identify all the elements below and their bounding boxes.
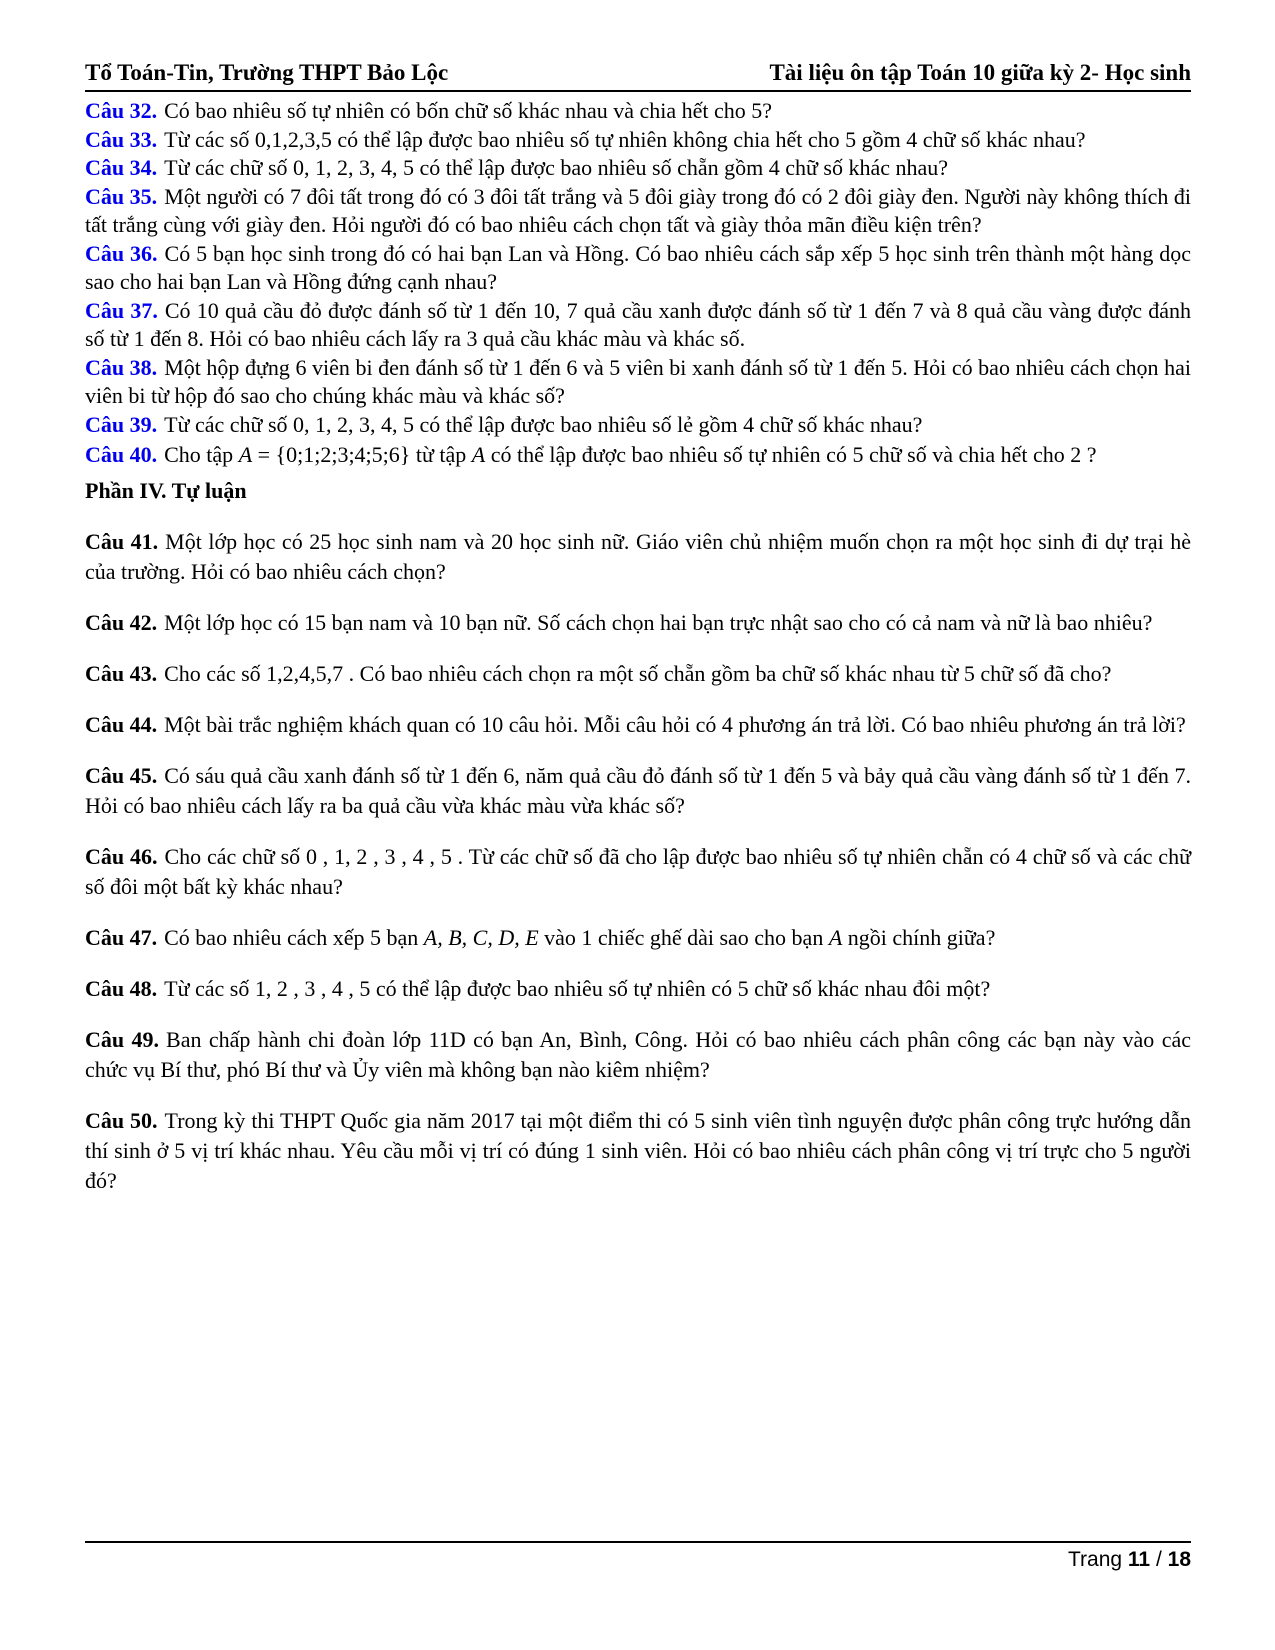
question-49-text: Ban chấp hành chi đoàn lớp 11D có bạn An, Bình, Công. Hỏi có bao nhiêu cách phân công các bạn này vào các chức vụ Bí thư, phó Bí thư và Ủy viên mà không bạn nào kiêm nhiệm? xyxy=(85,1027,1192,1082)
footer-total-pages: 18 xyxy=(1167,1548,1191,1571)
question-37-text: Có 10 quả cầu đỏ được đánh số từ 1 đến 10, 7 quả cầu xanh được đánh số từ 1 đến 7 và 8 quả cầu vàng được đánh số từ 1 đến 8. Hỏi có bao nhiêu cách lấy ra 3 quả cầu khác màu và khác số. xyxy=(85,297,1191,351)
question-38 xyxy=(85,354,1191,411)
header-right-title: Tài liệu ôn tập Toán 10 giữa kỳ 2- Học sinh xyxy=(769,60,1191,85)
question-35-text: Một người có 7 đôi tất trong đó có 3 đôi tất trắng và 5 đôi giày trong đó có 2 đôi giày đen. Người này không thích đi tất trắng cùng với giày đen. Hỏi người đó có bao nhiêu cách chọn tất và giày thỏa mãn điều kiện trên? xyxy=(85,183,1192,237)
question-50-label: Câu 50. xyxy=(85,1108,158,1133)
question-41-label: Câu 41. xyxy=(85,529,159,554)
question-34 xyxy=(85,154,1191,183)
question-44 xyxy=(85,689,1191,740)
question-37 xyxy=(85,297,1191,354)
question-45-label: Câu 45. xyxy=(85,763,158,788)
question-48-label: Câu 48. xyxy=(85,976,158,1001)
question-43-text: Cho các số 1,2,4,5,7 . Có bao nhiêu cách chọn ra một số chẵn gồm ba chữ số khác nhau từ 5 chữ số đã cho? xyxy=(164,661,1112,686)
question-42 xyxy=(85,587,1191,638)
question-37-label: Câu 37. xyxy=(85,297,158,323)
question-44-label: Câu 44. xyxy=(85,712,158,737)
question-50 xyxy=(85,1085,1191,1196)
question-38-label: Câu 38. xyxy=(85,354,158,380)
question-39-label: Câu 39. xyxy=(85,411,158,437)
question-32 xyxy=(85,97,1191,126)
question-40-text-post: có thể lập được bao nhiêu số tự nhiên có 5 chữ số và chia hết cho 2 ? xyxy=(485,442,1097,467)
footer-page-number: 11 xyxy=(1127,1548,1151,1571)
section-heading-part-iv: Phần IV. Tự luận xyxy=(85,478,247,503)
question-33-text: Từ các số 0,1,2,3,5 có thể lập được bao nhiêu số tự nhiên không chia hết cho 5 gồm 4 chữ số khác nhau? xyxy=(164,126,1086,152)
question-41-text: Một lớp học có 25 học sinh nam và 20 học sinh nữ. Giáo viên chủ nhiệm muốn chọn ra một học sinh đi dự trại hè của trường. Hỏi có bao nhiêu cách chọn? xyxy=(85,529,1191,584)
question-40-text-pre: Cho tập xyxy=(164,442,239,467)
question-42-label: Câu 42. xyxy=(85,610,158,635)
question-42-text: Một lớp học có 15 bạn nam và 10 bạn nữ. Số cách chọn hai bạn trực nhật sao cho có cả nam và nữ là bao nhiêu? xyxy=(164,610,1153,635)
question-35 xyxy=(85,183,1191,240)
question-34-label: Câu 34. xyxy=(85,155,158,180)
question-45-text: Có sáu quả cầu xanh đánh số từ 1 đến 6, năm quả cầu đỏ đánh số từ 1 đến 5 và bảy quả cầu vàng đánh số từ 1 đến 7. Hỏi có bao nhiêu cách lấy ra ba quả cầu vừa khác màu vừa khác số? xyxy=(85,763,1192,818)
question-46-label: Câu 46. xyxy=(85,844,158,869)
question-44-text: Một bài trắc nghiệm khách quan có 10 câu hỏi. Mỗi câu hỏi có 4 phương án trả lời. Có bao nhiêu phương án trả lời? xyxy=(164,712,1186,737)
question-32-text: Có bao nhiêu số tự nhiên có bốn chữ số khác nhau và chia hết cho 5? xyxy=(164,98,773,123)
question-40-label: Câu 40. xyxy=(85,442,158,467)
question-40-set-variable-2: A xyxy=(471,442,486,467)
question-36-label: Câu 36. xyxy=(85,240,158,266)
question-43-label: Câu 43. xyxy=(85,661,158,686)
question-48 xyxy=(85,953,1191,1004)
question-46 xyxy=(85,821,1191,902)
question-40-text-mid: từ tập xyxy=(415,442,472,467)
question-40-set-definition: = {0;1;2;3;4;5;6} xyxy=(252,442,416,467)
question-40 xyxy=(85,439,1191,470)
footer-separator: / xyxy=(1155,1548,1162,1571)
question-47-text-mid: vào 1 chiếc ghế dài sao cho bạn xyxy=(538,925,829,950)
question-39 xyxy=(85,411,1191,440)
document-body xyxy=(85,97,1191,1196)
question-33-label: Câu 33. xyxy=(85,126,158,152)
question-41 xyxy=(85,506,1191,587)
question-49-label: Câu 49. xyxy=(85,1027,160,1052)
question-46-text: Cho các chữ số 0 , 1, 2 , 3 , 4 , 5 . Từ các chữ số đã cho lập được bao nhiêu số tự nhiên chẵn có 4 chữ số và các chữ số đôi một bất kỳ khác nhau? xyxy=(85,844,1191,899)
question-48-text: Từ các số 1, 2 , 3 , 4 , 5 có thể lập được bao nhiêu số tự nhiên có 5 chữ số khác nhau đôi một? xyxy=(164,976,991,1001)
question-39-text: Từ các chữ số 0, 1, 2, 3, 4, 5 có thể lập được bao nhiêu số lẻ gồm 4 chữ số khác nhau? xyxy=(164,411,923,437)
question-34-text: Từ các chữ số 0, 1, 2, 3, 4, 5 có thể lập được bao nhiêu số chẵn gồm 4 chữ số khác nhau? xyxy=(164,155,949,180)
question-32-label: Câu 32. xyxy=(85,98,158,123)
question-33 xyxy=(85,126,1191,155)
essay-section xyxy=(85,506,1191,1196)
question-50-text: Trong kỳ thi THPT Quốc gia năm 2017 tại một điểm thi có 5 sinh viên tình nguyện được phân công trực hướng dẫn thí sinh ở 5 vị trí khác nhau. Yêu cầu mỗi vị trí có đúng 1 sinh viên. Hỏi có bao nhiêu cách phân công vị trí trực cho 5 người đó? xyxy=(85,1108,1191,1193)
header-left-title: Tổ Toán-Tin, Trường THPT Bảo Lộc xyxy=(85,60,449,85)
question-47-text-pre: Có bao nhiêu cách xếp 5 bạn xyxy=(164,925,424,950)
question-47 xyxy=(85,902,1191,953)
question-43 xyxy=(85,638,1191,689)
page-header xyxy=(85,60,1191,92)
question-47-text-post: ngồi chính giữa? xyxy=(842,925,996,950)
question-40-set-variable: A xyxy=(238,442,253,467)
page-footer xyxy=(85,1541,1191,1572)
question-35-label: Câu 35. xyxy=(85,183,158,209)
question-36 xyxy=(85,240,1191,297)
question-36-text: Có 5 bạn học sinh trong đó có hai bạn Lan và Hồng. Có bao nhiêu cách sắp xếp 5 học sinh trên thành một hàng dọc sao cho hai bạn Lan và Hồng đứng cạnh nhau? xyxy=(85,240,1191,294)
question-47-student-names: A, B, C, D, E xyxy=(423,925,539,950)
footer-page-word: Trang xyxy=(1067,1548,1123,1571)
question-45 xyxy=(85,740,1191,821)
question-38-text: Một hộp đựng 6 viên bi đen đánh số từ 1 đến 6 và 5 viên bi xanh đánh số từ 1 đến 5. Hỏi có bao nhiêu cách chọn hai viên bi từ hộp đó sao cho chúng khác màu và khác số? xyxy=(85,354,1191,408)
question-49 xyxy=(85,1004,1191,1085)
question-47-label: Câu 47. xyxy=(85,925,158,950)
question-47-variable-a: A xyxy=(828,925,843,950)
